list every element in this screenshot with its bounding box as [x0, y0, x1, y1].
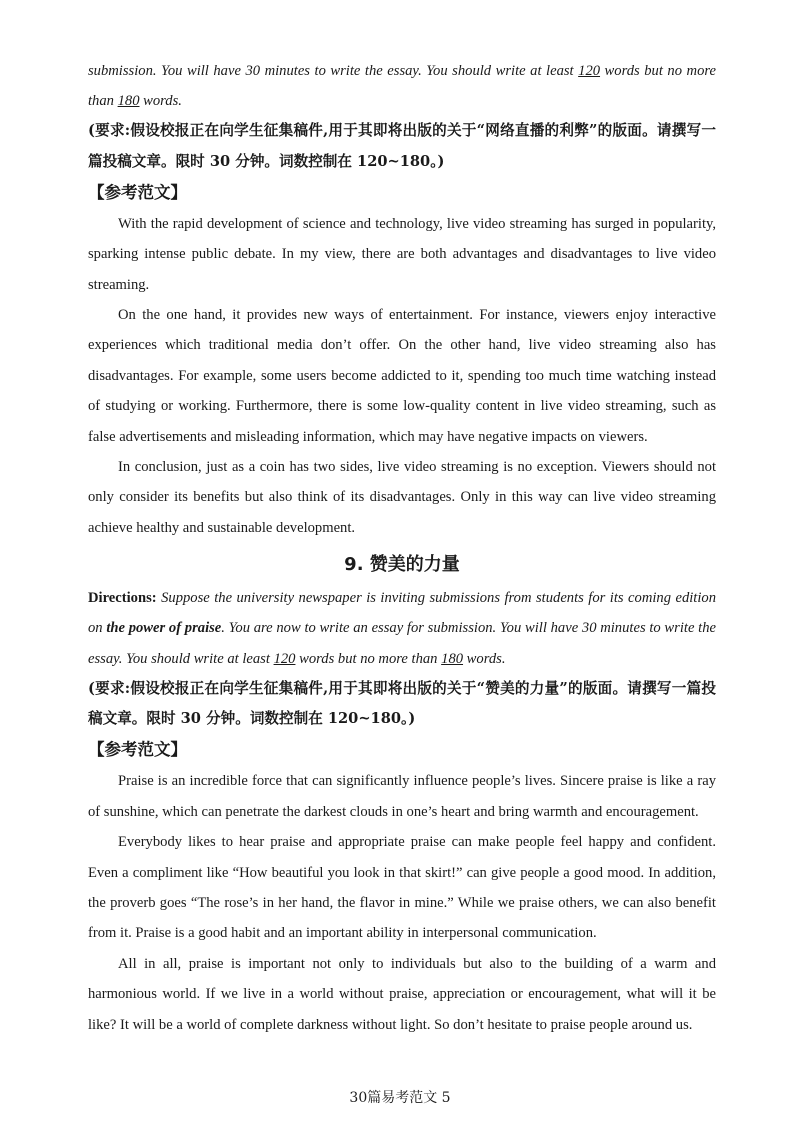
reference-heading-section-8: 【参考范文】 — [88, 182, 187, 202]
essay-paragraph: On the one hand, it provides new ways of entertainment. For instance, viewers enjoy interactive experiences which traditional media don’t offer. On the other hand, live video streaming also has disadvantages. For example, some users become addicted to it, spending too much time watching instead of studying or working. Furthermore, there is some low-quality content in live video streaming, such as false advertisements and misleading information, which may have negative impacts on viewers. — [88, 307, 716, 445]
directions-label: Directions: — [88, 590, 157, 607]
directions-section-9 — [88, 583, 716, 674]
directions-text: . You are now to write an essay for submission. You will have 30 minutes to write the essay. You should write at least — [88, 620, 716, 667]
page-content — [88, 56, 716, 1040]
directions-text: Suppose the university newspaper is inviting submissions from students for its coming edition on — [88, 590, 716, 637]
directions-text: words. — [139, 93, 182, 110]
directions-text: words but no more than — [295, 650, 442, 667]
min-words: 120 — [273, 650, 296, 667]
max-words: 180 — [117, 93, 140, 110]
directions-text: words. — [463, 650, 506, 667]
directions-text: words but no more than — [88, 63, 716, 110]
requirement-section-8: (要求:假设校报正在向学生征集稿件,用于其即将出版的关于“网络直播的利弊”的版面。请撰写一篇投稿文章。限时 30 分钟。词数控制在 120~180。) — [88, 122, 716, 170]
essay-paragraph: Praise is an incredible force that can significantly influence people’s lives. Sincere praise is like a ray of sunshine, which can penetrate the darkest clouds in one’s heart and bring warmth and encouragement. — [88, 773, 716, 820]
essay-paragraph: With the rapid development of science and technology, live video streaming has surged in popularity, sparking intense public debate. In my view, there are both advantages and disadvantages to live video streaming. — [88, 215, 716, 293]
reference-heading-section-9: 【参考范文】 — [88, 740, 187, 760]
requirement-section-9: (要求:假设校报正在向学生征集稿件,用于其即将出版的关于“赞美的力量”的版面。请撰写一篇投稿文章。限时 30 分钟。词数控制在 120~180。) — [88, 679, 716, 728]
min-words: 120 — [578, 63, 601, 79]
directions-topic: the power of praise — [106, 620, 222, 637]
directions-text: submission. You will have 30 minutes to write the essay. You should write at least — [88, 63, 579, 79]
max-words: 180 — [441, 650, 464, 667]
directions-tail-section-8 — [88, 56, 716, 116]
essay-paragraph: Everybody likes to hear praise and appropriate praise can make people feel happy and confident. Even a compliment like “How beautiful you look in that skirt!” can give people a good mood. In addition, the proverb goes “The rose’s in her hand, the flavor in mine.” While we praise others, we can also benefit from it. Praise is a good habit and an important ability in interpersonal communication. — [88, 834, 716, 942]
section-title-9: 9. 赞美的力量 — [344, 554, 460, 576]
essay-paragraph: In conclusion, just as a coin has two sides, live video streaming is no exception. Viewers should not only consider its benefits but also think of its disadvantages. Only in this way can live video streaming achieve healthy and sustainable development. — [88, 459, 716, 536]
page-footer: 30篇易考范文 5 — [349, 1090, 451, 1106]
essay-paragraph: All in all, praise is important not only to individuals but also to the building of a warm and harmonious world. If we live in a world without praise, appreciation or encouragement, what will it be like? It will be a world of complete darkness without light. So don’t hesitate to praise people around us. — [88, 955, 716, 1033]
